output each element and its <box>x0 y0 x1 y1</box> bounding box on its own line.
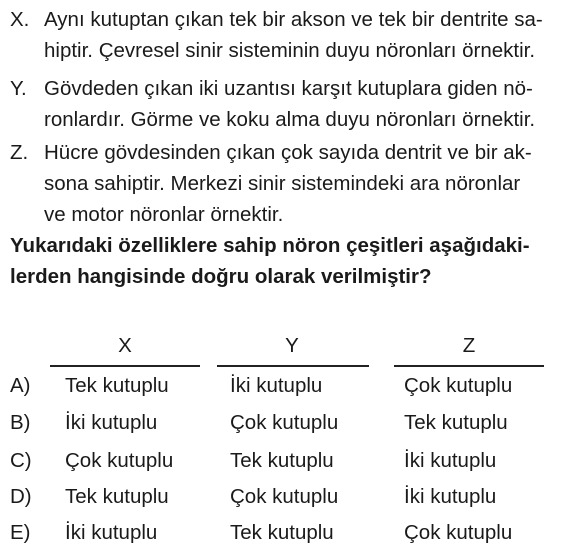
statement-label: X. <box>10 8 30 31</box>
option-letter[interactable]: E) <box>10 521 31 544</box>
option-value-y: Çok kutuplu <box>230 485 339 508</box>
column-header-x: X <box>118 334 132 357</box>
statement-text-line: ve motor nöronlar örnektir. <box>44 203 284 226</box>
option-value-x: İki kutuplu <box>65 521 158 544</box>
option-letter[interactable]: B) <box>10 411 31 434</box>
option-letter[interactable]: D) <box>10 485 32 508</box>
question-line: Yukarıdaki özelliklere sahip nöron çeşitleri aşağıdaki- <box>10 234 530 257</box>
column-header-z: Z <box>462 334 476 357</box>
option-value-y: Çok kutuplu <box>230 411 339 434</box>
question-stem <box>10 230 530 292</box>
statement-label: Z. <box>10 141 29 164</box>
question-line: lerden hangisinde doğru olarak verilmiştir? <box>10 265 432 288</box>
option-letter[interactable]: C) <box>10 449 32 472</box>
statement-text-line: Aynı kutuptan çıkan tek bir akson ve tek bir dentrite sa- <box>44 8 543 31</box>
option-value-z: İki kutuplu <box>404 485 497 508</box>
option-value-z: Çok kutuplu <box>404 521 513 544</box>
option-value-y: İki kutuplu <box>230 374 323 397</box>
option-value-x: Tek kutuplu <box>65 485 169 508</box>
option-value-x: Çok kutuplu <box>65 449 174 472</box>
option-value-z: Çok kutuplu <box>404 374 513 397</box>
option-value-x: Tek kutuplu <box>65 374 169 397</box>
statement-label: Y. <box>10 77 27 100</box>
option-letter[interactable]: A) <box>10 374 31 397</box>
statement-text-line: Hücre gövdesinden çıkan çok sayıda dentrit ve bir ak- <box>44 141 532 164</box>
statement-text-line: Gövdeden çıkan iki uzantısı karşıt kutuplara giden nö- <box>44 77 533 100</box>
option-value-y: Tek kutuplu <box>230 521 334 544</box>
option-value-z: Tek kutuplu <box>404 411 508 434</box>
statement-text-line: ronlardır. Görme ve koku alma duyu nöronları örnektir. <box>44 108 536 131</box>
column-rule-z <box>394 365 544 367</box>
column-rule-x <box>50 365 200 367</box>
option-value-y: Tek kutuplu <box>230 449 334 472</box>
option-value-x: İki kutuplu <box>65 411 158 434</box>
column-header-y: Y <box>285 334 299 357</box>
statement-text-line: sona sahiptir. Merkezi sinir sistemindeki ara nöronlar <box>44 172 521 195</box>
option-value-z: İki kutuplu <box>404 449 497 472</box>
statement-text-line: hiptir. Çevresel sinir sisteminin duyu nöronları örnektir. <box>44 39 536 62</box>
column-rule-y <box>217 365 369 367</box>
